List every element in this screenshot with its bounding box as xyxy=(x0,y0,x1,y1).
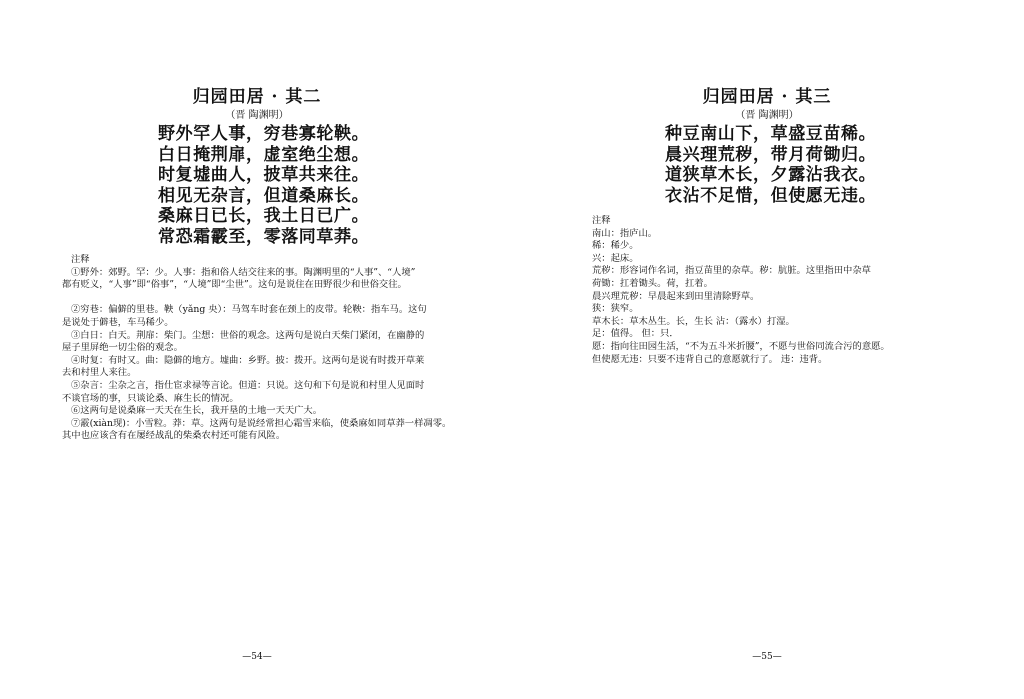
note-line: ⑦霰(xiàn现)：小雪粒。莽：草。这两句是说经常担心霜雪来临，使桑麻如同草莽一样凋零。 xyxy=(71,417,452,429)
poem-author: （晋 陶渊明） xyxy=(225,110,289,121)
note-line: ③白日：白天。荆扉：柴门。尘想：世俗的观念。这两句是说白天柴门紧闭，在幽静的 xyxy=(71,329,425,341)
verse-line: 衣沾不足惜，但使愿无违。 xyxy=(665,185,877,206)
poem-author: （晋 陶渊明） xyxy=(735,110,799,121)
note-line: 但使愿无违：只要不违背自己的意愿就行了。 违：违背。 xyxy=(592,353,828,365)
note-line: 愿：指向往田园生活，“不为五斗米折腰”，不愿与世俗同流合污的意愿。 xyxy=(592,340,890,352)
note-line: 不谈官场的事，只谈论桑、麻生长的情况。 xyxy=(62,392,239,404)
note-line: 其中也应该含有在屡经战乱的柴桑农村还可能有风险。 xyxy=(62,430,286,442)
note-line: 足：值得。 但：只． xyxy=(592,328,679,340)
note-line: 兴：起床。 xyxy=(592,252,639,264)
note-line: 荷锄：扛着锄头。荷，扛着。 xyxy=(592,277,713,289)
note-line: 屋子里屏绝一切尘俗的观念。 xyxy=(62,342,183,354)
note-line: ⑥这两句是说桑麻一天天在生长，我开垦的土地一天天广大。 xyxy=(71,405,323,417)
note-line: 草木长：草木丛生。长，生长 沾：（露水）打湿。 xyxy=(592,315,795,327)
note-line: 晨兴理荒秽：早晨起来到田里清除野草。 xyxy=(592,290,760,302)
notes-heading: 注释 xyxy=(71,254,90,265)
verse-line: 白日掩荆扉，虚室绝尘想。 xyxy=(158,144,370,165)
page-number: —55— xyxy=(752,652,782,662)
notes-section xyxy=(592,215,992,366)
note-line: 去和村里人来往。 xyxy=(62,367,137,379)
verse-line: 种豆南山下，草盛豆苗稀。 xyxy=(665,124,877,144)
notes-section xyxy=(62,254,472,443)
notes-heading: 注释 xyxy=(592,215,611,226)
note-line xyxy=(62,292,472,305)
verse-line: 道狭草木长，夕露沾我衣。 xyxy=(665,165,877,185)
poem-title: 归园田居 · 其二 xyxy=(192,87,322,107)
note-line: ②穷巷：偏僻的里巷。鞅（yǎng 央）：马驾车时套在颈上的皮带。轮鞅：指车马。这句 xyxy=(71,304,427,316)
poem-verses xyxy=(665,124,876,206)
note-line: ①野外：郊野。罕：少。人事：指和俗人结交往来的事。陶渊明里的“人事”、“人境” xyxy=(71,266,416,278)
verse-line: 时复墟曲人，披草共来往。 xyxy=(158,165,370,185)
verse-line: 相见无杂言，但道桑麻长。 xyxy=(158,185,370,206)
verse-line: 桑麻日已长，我土日已广。 xyxy=(158,206,370,226)
page-number: —54— xyxy=(242,652,272,662)
note-line: 是说处于僻巷，车马稀少。 xyxy=(62,316,174,328)
note-line: ④时复：有时又。曲：隐僻的地方。墟曲：乡野。披：拨开。这两句是说有时拨开草莱 xyxy=(71,354,425,366)
note-line: ⑤杂言：尘杂之言，指仕宦求禄等言论。但道：只说。这句和下句是说和村里人见面时 xyxy=(71,379,425,391)
verse-line: 野外罕人事，穷巷寡轮鞅。 xyxy=(158,124,370,144)
note-line: 荒秽：形容词作名词，指豆苗里的杂草。秽：肮脏。这里指田中杂草 xyxy=(592,265,871,277)
note-line: 南山：指庐山。 xyxy=(592,227,658,239)
verse-line: 常恐霜霰至，零落同草莽。 xyxy=(158,226,370,247)
note-line: 稀：稀少。 xyxy=(592,240,639,252)
note-line: 都有贬义，“人事”即“俗事”，“人境”即“尘世”。这句是说住在田野很少和世俗交往。 xyxy=(62,279,407,291)
note-line: 狭：狭窄。 xyxy=(592,303,639,315)
verse-line: 晨兴理荒秽，带月荷锄归。 xyxy=(665,144,877,165)
poem-verses xyxy=(158,124,369,247)
poem-title: 归园田居 · 其三 xyxy=(702,87,832,107)
right-page xyxy=(512,0,1024,699)
